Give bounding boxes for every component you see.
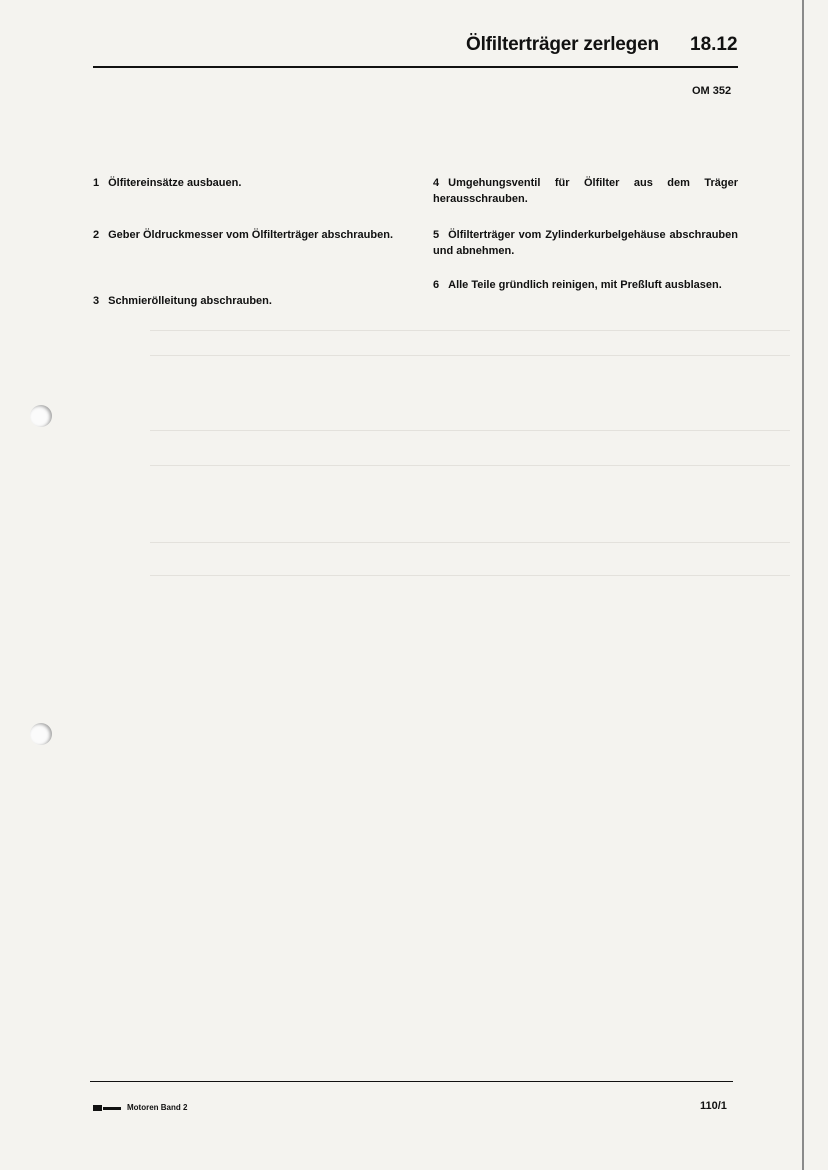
bleed-through-line [150, 542, 790, 543]
step-3 [93, 293, 398, 309]
footer-rule [90, 1081, 733, 1082]
publisher-logo-icon [93, 1104, 121, 1112]
step-number: 2 [93, 229, 100, 241]
section-number: 18.12 [690, 34, 738, 55]
step-6 [433, 277, 738, 293]
bleed-through-line [150, 430, 790, 431]
step-text: Ölfitereinsätze ausbauen. [108, 177, 242, 189]
bleed-through-line [150, 575, 790, 576]
engine-model: OM 352 [692, 85, 732, 97]
step-4 [433, 175, 738, 207]
punch-hole-icon [30, 405, 52, 427]
step-number: 1 [93, 177, 100, 189]
bleed-through-line [150, 465, 790, 466]
step-text: Umgehungsventil für Ölfilter aus dem Träger herausschrauben. [433, 177, 738, 205]
bleed-through-line [150, 355, 790, 356]
step-5 [433, 227, 738, 259]
step-number: 6 [433, 279, 440, 291]
page-number: 110/1 [700, 1100, 727, 1112]
step-text: Alle Teile gründlich reinigen, mit Preßluft ausblasen. [448, 279, 722, 291]
binder-edge [802, 0, 804, 1170]
punch-hole-icon [30, 723, 52, 745]
book-title: Motoren Band 2 [127, 1103, 188, 1112]
page-title: Ölfilterträger zerlegen [466, 34, 659, 55]
step-number: 4 [433, 177, 440, 189]
step-text: Geber Öldruckmesser vom Ölfilterträger abschrauben. [108, 229, 394, 241]
step-number: 3 [93, 295, 100, 307]
header-rule [93, 66, 738, 68]
step-text: Schmierölleitung abschrauben. [108, 295, 272, 307]
step-number: 5 [433, 229, 440, 241]
bleed-through-line [150, 330, 790, 331]
footer-book [93, 1103, 187, 1112]
step-1 [93, 175, 398, 191]
step-2 [93, 227, 398, 243]
step-text: Ölfilterträger vom Zylinderkurbelgehäuse abschrauben und abnehmen. [433, 229, 738, 257]
